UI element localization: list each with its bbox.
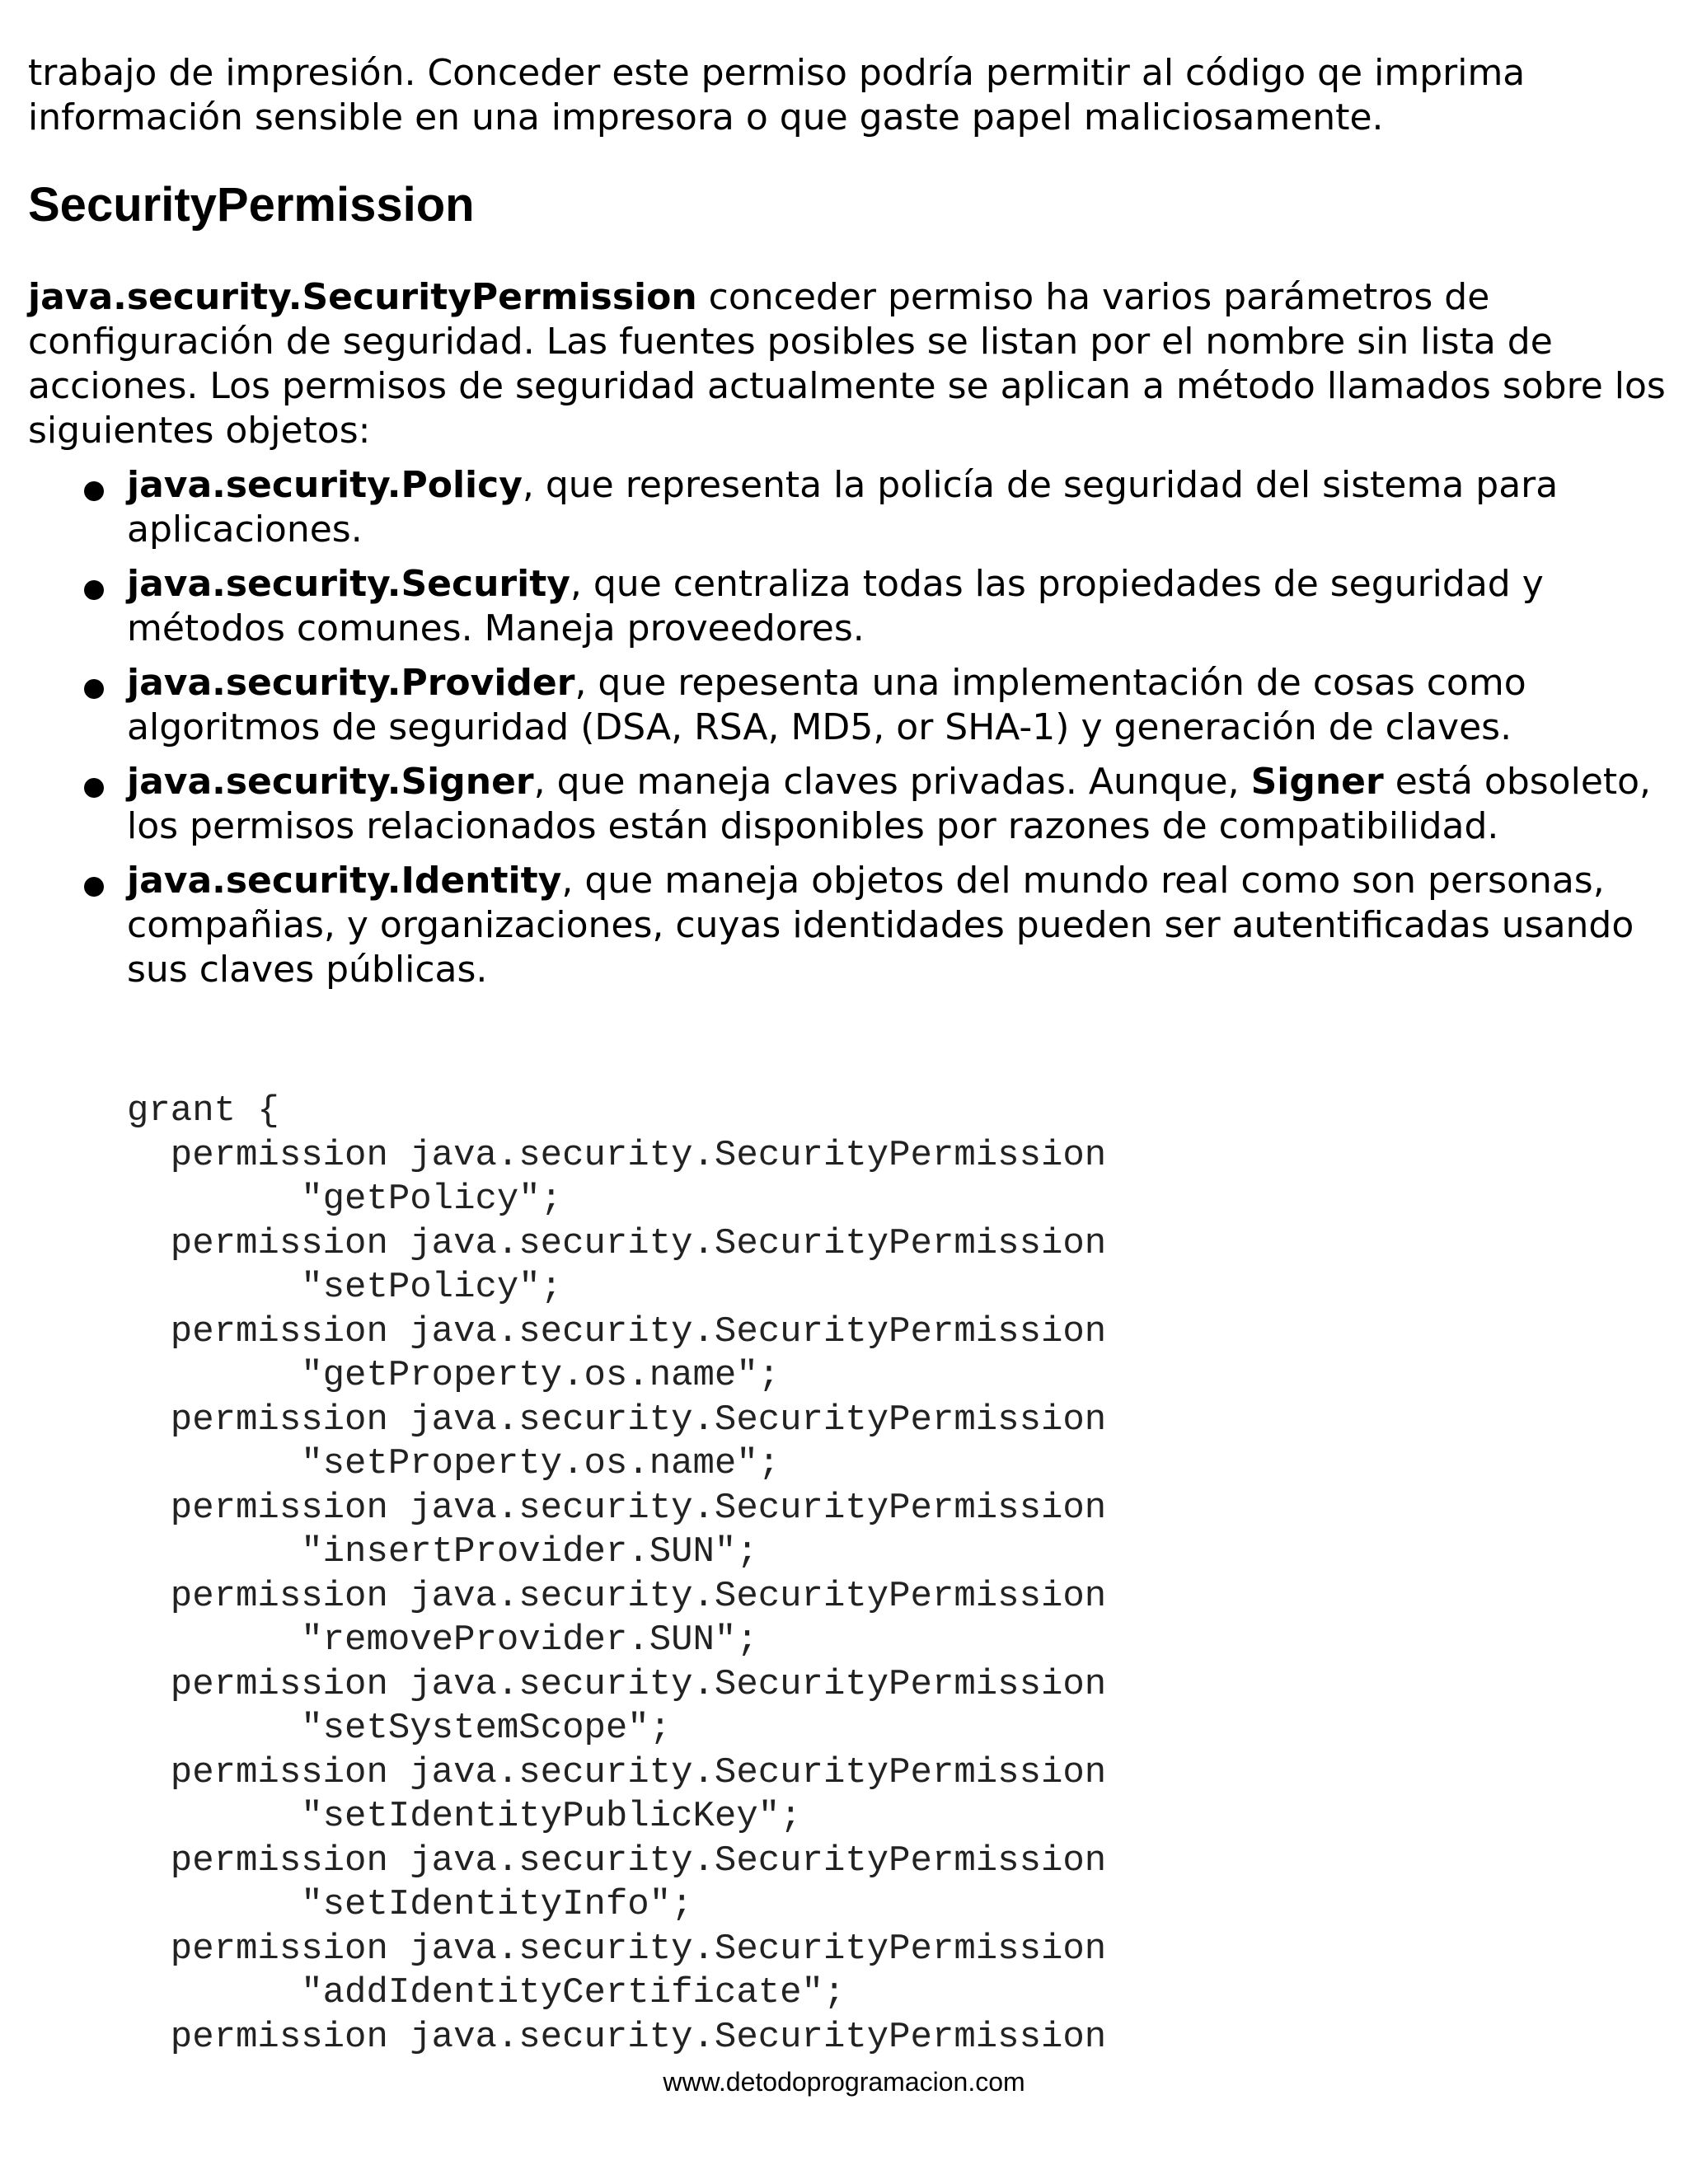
list-item [0, 463, 1688, 552]
code-line: "insertProvider.SUN"; [127, 1531, 758, 1572]
footer-url: www.detodoprogramacion.com [663, 2067, 1025, 2097]
bullet-icon [84, 481, 104, 501]
code-line: permission java.security.SecurityPermission [127, 2016, 1107, 2058]
code-line: permission java.security.SecurityPermission [127, 1310, 1107, 1352]
section-heading: SecurityPermission [28, 178, 475, 232]
bullet-term: java.security.Signer [127, 761, 534, 803]
code-line: "setIdentityPublicKey"; [127, 1796, 802, 1837]
code-line: permission java.security.SecurityPermission [127, 1751, 1107, 1793]
bullet-term: java.security.Identity [127, 860, 562, 902]
bullet-term: java.security.Policy [127, 464, 523, 506]
bullet-text: , que maneja claves privadas. Aunque, [533, 761, 1251, 803]
code-line: "removeProvider.SUN"; [127, 1619, 758, 1661]
bullet-icon [84, 778, 104, 798]
code-line: permission java.security.SecurityPermission [127, 1399, 1107, 1441]
code-line: grant { [127, 1090, 279, 1132]
bullet-text: , que centraliza todas las propiedades de seguridad y métodos comunes. Maneja proveedores. [127, 563, 1544, 649]
bullet-icon [84, 580, 104, 600]
description-text: conceder permiso ha varios parámetros de configuración de seguridad. Las fuentes posibles se listan por el nombre sin lista de acciones. Los permisos de seguridad actualmente se aplican a método llamados sobre los siguientes objetos: [28, 276, 1666, 452]
bullet-icon [84, 679, 104, 699]
list-item [0, 760, 1688, 849]
code-block [127, 1090, 1106, 2060]
code-line: permission java.security.SecurityPermission [127, 1487, 1107, 1529]
code-line: permission java.security.SecurityPermission [127, 1663, 1107, 1705]
list-item [0, 661, 1688, 750]
bullet-term: java.security.Security [127, 563, 570, 605]
code-line: "setIdentityInfo"; [127, 1884, 693, 1925]
code-line: "addIdentityCertificate"; [127, 1972, 846, 2013]
code-line: "getProperty.os.name"; [127, 1355, 781, 1396]
code-line: permission java.security.SecurityPermission [127, 1840, 1107, 1882]
code-line: "setPolicy"; [127, 1267, 563, 1308]
code-line: "getPolicy"; [127, 1179, 563, 1220]
code-line: permission java.security.SecurityPermission [127, 1222, 1107, 1264]
bullet-term: java.security.Provider [127, 662, 575, 704]
bullet-text: , que representa la policía de seguridad del sistema para aplicaciones. [127, 464, 1559, 551]
bullet-icon [84, 877, 104, 897]
bullet-term-secondary: Signer [1250, 761, 1384, 803]
class-name-term: java.security.SecurityPermission [28, 276, 697, 318]
bullet-text-secondary: está obsoleto, los permisos relacionados están disponibles por razones de compatibilidad. [127, 761, 1652, 847]
code-line: permission java.security.SecurityPermission [127, 1134, 1107, 1176]
list-item [0, 859, 1688, 992]
list-item [0, 562, 1688, 651]
bullet-text: , que repesenta una implementación de cosas como algoritmos de seguridad (DSA, RSA, MD5, or SHA-1) y generación de claves. [127, 662, 1526, 748]
intro-paragraph: trabajo de impresión. Conceder este permiso podría permitir al código qe imprima información sensible en una impresora o que gaste papel maliciosamente. [28, 52, 1526, 138]
code-line: permission java.security.SecurityPermission [127, 1928, 1107, 1970]
bullet-list [0, 463, 1688, 1002]
bullet-text: , que maneja objetos del mundo real como son personas, compañias, y organizaciones, cuyas identidades pueden ser autentificadas usando sus claves públicas. [127, 860, 1634, 991]
code-line: "setSystemScope"; [127, 1708, 672, 1749]
description-paragraph [28, 275, 1668, 453]
code-line: "setProperty.os.name"; [127, 1443, 781, 1484]
code-line: permission java.security.SecurityPermission [127, 1575, 1107, 1617]
